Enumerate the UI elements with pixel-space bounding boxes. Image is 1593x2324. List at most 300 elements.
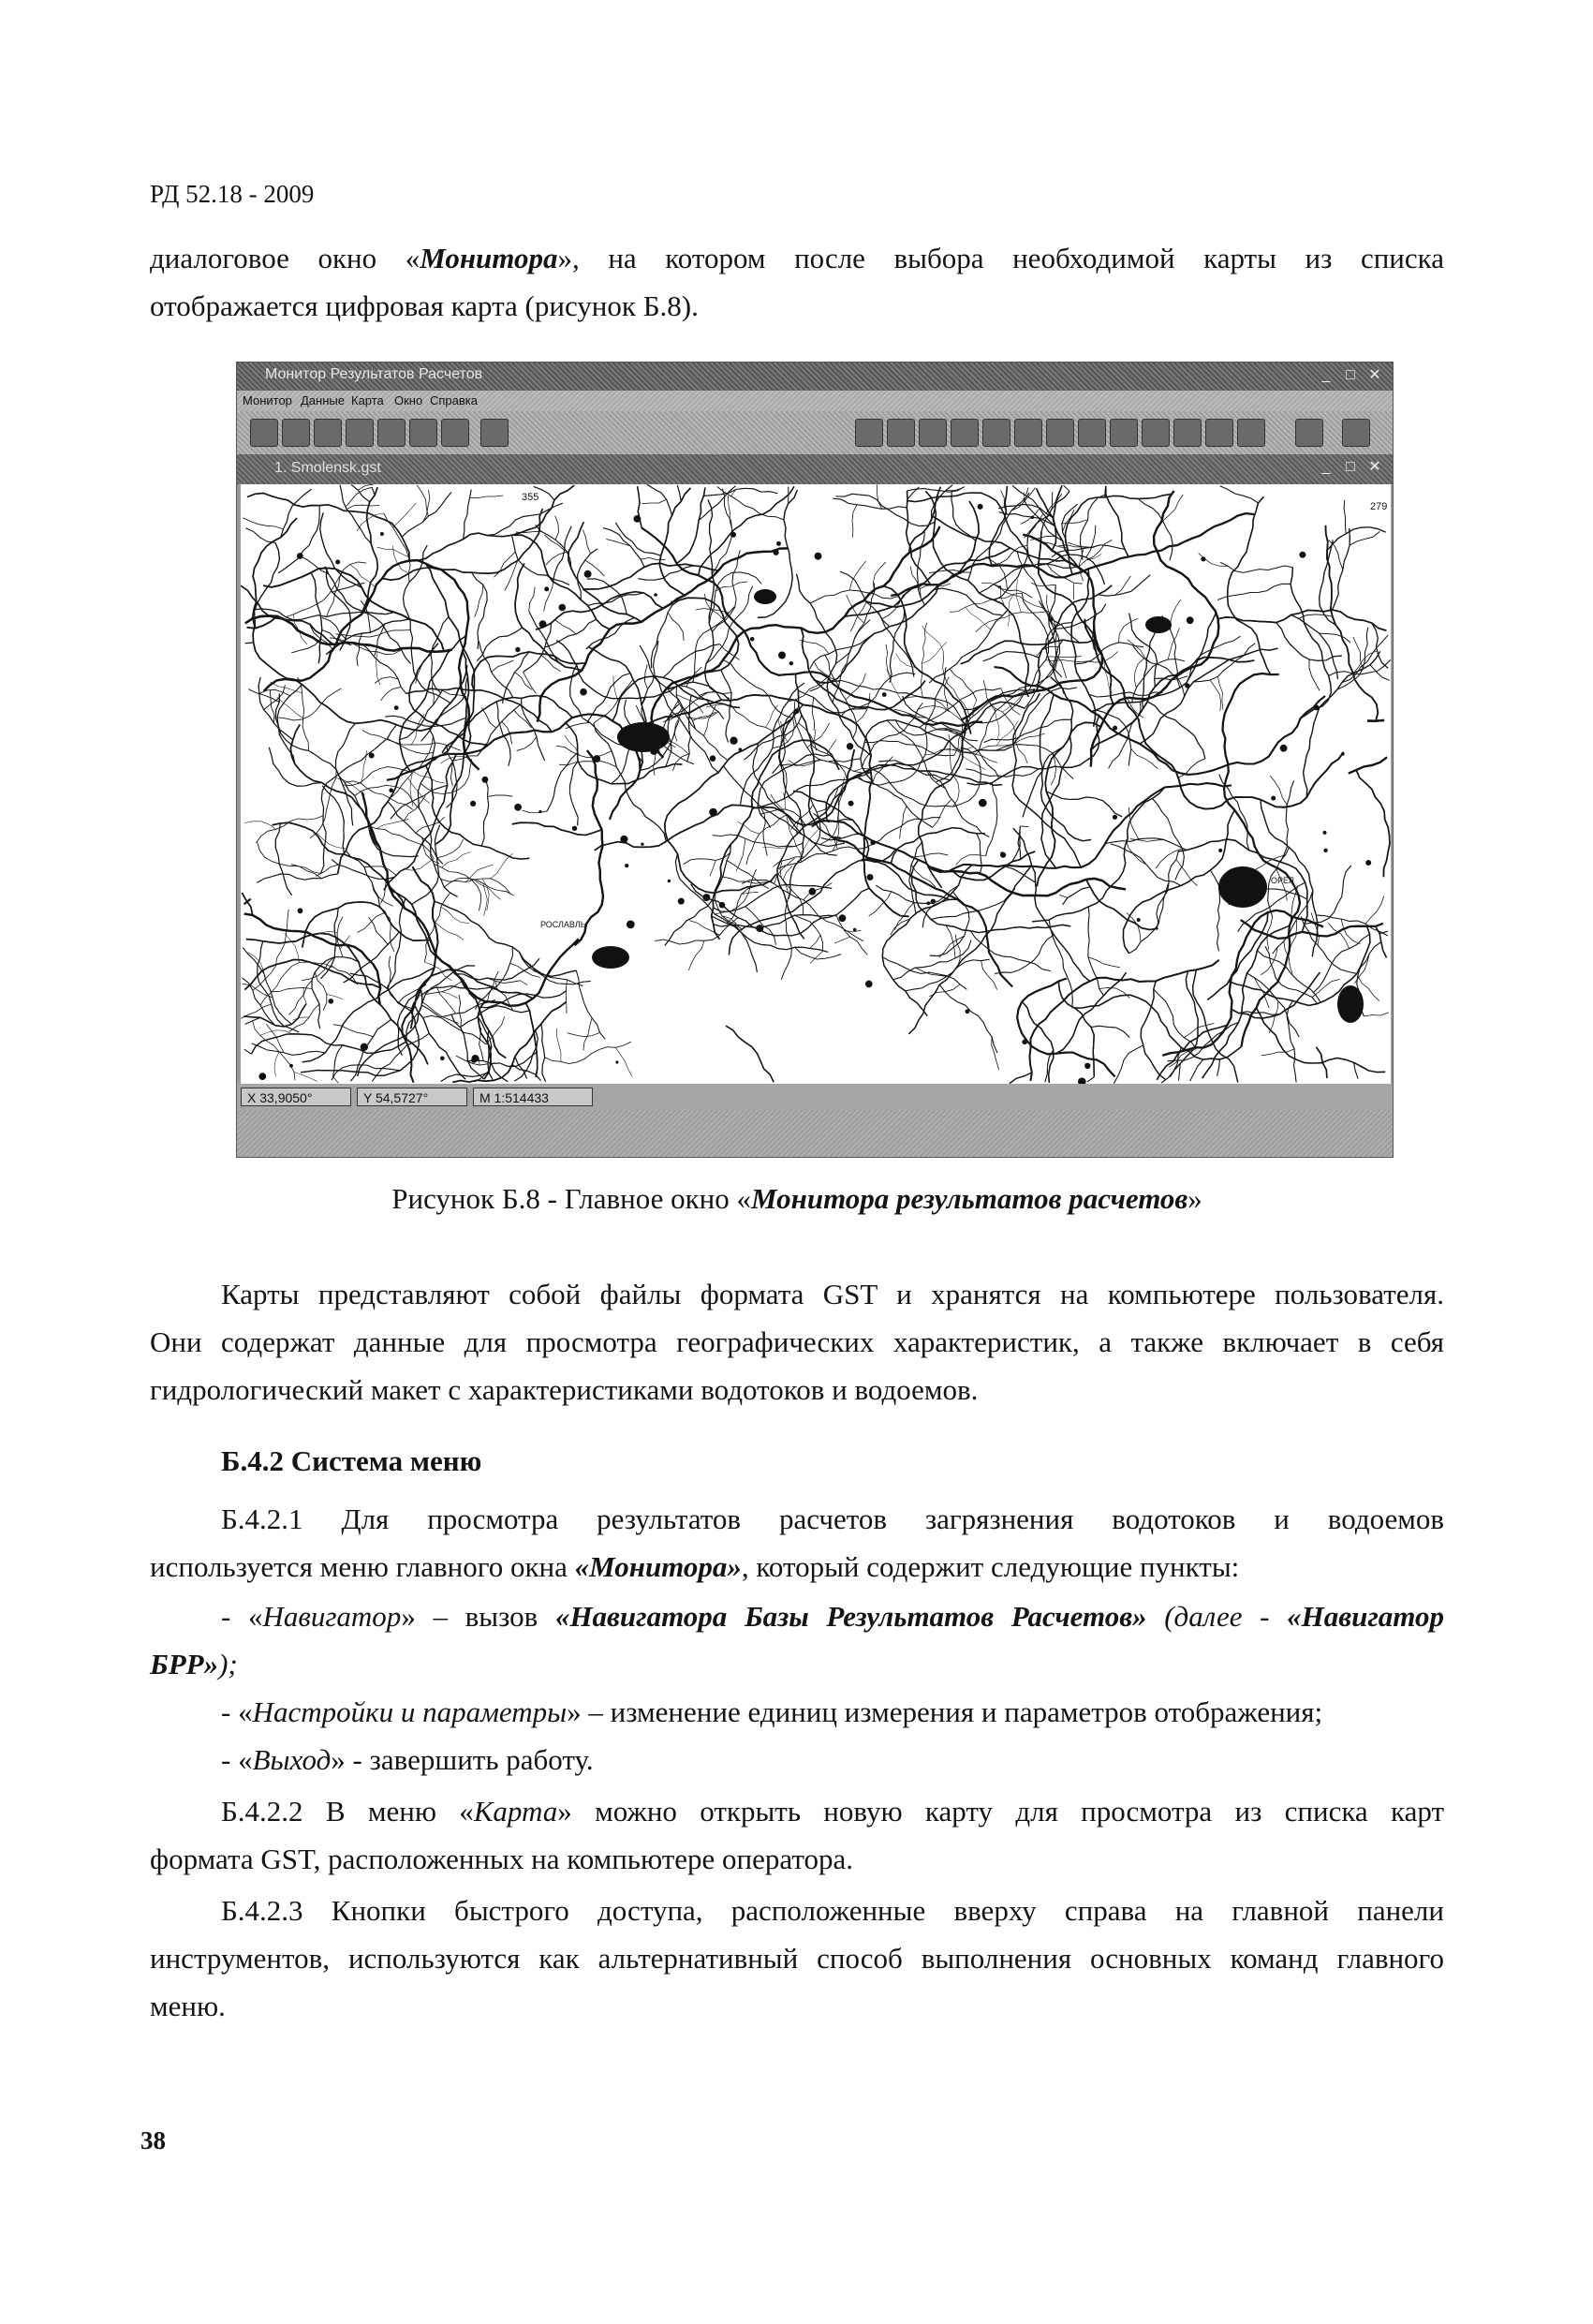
river-line [547, 753, 578, 812]
globe-icon[interactable] [855, 419, 883, 447]
settlement-dot [572, 826, 577, 831]
river-line [271, 682, 302, 693]
river-line [796, 674, 842, 838]
river-line [647, 484, 672, 515]
river-line [813, 746, 848, 779]
river-line [257, 874, 337, 882]
river-line [1261, 947, 1277, 975]
river-line [1349, 757, 1387, 773]
window-titlebar [237, 363, 1393, 391]
river-line [322, 786, 344, 854]
p423-line-2: инструментов, используются как альтернативный способ выполнения основных команд главного [150, 1942, 1444, 1975]
river-line [583, 1018, 592, 1051]
map-window-titlebar [237, 454, 1393, 484]
river-line [689, 921, 719, 936]
river-line [330, 638, 402, 655]
river-line [470, 496, 504, 498]
river-line [1129, 883, 1169, 954]
river-line [388, 987, 412, 1009]
river-line [981, 961, 997, 990]
open-icon[interactable] [250, 419, 278, 447]
river-line [1220, 486, 1259, 503]
main-toolbar [237, 411, 1393, 454]
river-line [950, 669, 977, 701]
river-line [869, 892, 892, 916]
river-line [372, 487, 375, 495]
zoom-in-icon[interactable] [951, 419, 979, 447]
river-line [810, 935, 820, 948]
river-line [745, 716, 802, 761]
river-line [1304, 651, 1380, 797]
river-line [358, 913, 385, 933]
river-line [810, 633, 875, 669]
river-line [970, 931, 1050, 971]
maximize-icon[interactable]: □ [1346, 367, 1355, 383]
river-line [1304, 651, 1380, 797]
settlement-dot [839, 914, 847, 922]
settlement-dot [1187, 616, 1194, 624]
settlement-dot [710, 755, 716, 762]
river-line [529, 587, 535, 612]
digital-map[interactable] [241, 484, 1391, 1084]
river-line [442, 696, 572, 753]
river-line [1367, 720, 1384, 721]
river-line [491, 853, 513, 879]
river-line [576, 970, 605, 1039]
river-line [836, 494, 936, 525]
bullet-settings: - «Настройки и параметры» – изменение единиц измерения и параметров отображения; [221, 1695, 1323, 1728]
settlement-dot [978, 504, 983, 510]
select-icon[interactable] [1110, 419, 1138, 447]
settlement-dot [778, 652, 786, 659]
river-line [673, 754, 690, 771]
river-line [245, 643, 254, 644]
river-line [393, 503, 417, 527]
river-line [266, 1024, 284, 1053]
river-line [642, 641, 658, 704]
river-line [381, 688, 402, 701]
river-line [442, 696, 572, 753]
river-line [638, 566, 693, 580]
river-line [1309, 659, 1320, 690]
settlement-dot [926, 901, 930, 905]
city-blob [592, 946, 629, 969]
save-icon[interactable] [314, 419, 342, 447]
pointer-icon[interactable] [1173, 419, 1202, 447]
settlement-dot [389, 788, 393, 792]
river-line [996, 708, 1000, 741]
river-line [665, 844, 730, 945]
settlement-dot [580, 688, 587, 696]
map-maximize-icon[interactable]: □ [1346, 459, 1355, 475]
settlement-dot [1049, 618, 1053, 622]
river-line [1341, 919, 1361, 944]
menu-window[interactable]: Окно [394, 393, 423, 407]
river-line [1364, 1013, 1388, 1016]
river-line [939, 984, 997, 1053]
menu-monitor[interactable]: Монитор [243, 393, 292, 407]
settlement-dot [702, 894, 710, 901]
map-minimize-icon[interactable]: _ [1321, 459, 1331, 475]
settlement-dot [335, 560, 340, 565]
river-line [525, 1003, 537, 1077]
river-line [1341, 919, 1361, 944]
river-line [1114, 1045, 1143, 1084]
river-line [893, 940, 971, 980]
river-line [995, 935, 1054, 973]
list-icon[interactable] [409, 419, 437, 447]
river-line [333, 1076, 339, 1083]
river-line [834, 937, 850, 943]
river-line [666, 598, 738, 688]
river-line [375, 624, 385, 656]
river-line [1063, 887, 1090, 905]
river-line [693, 712, 716, 720]
maps-paragraph [150, 1270, 1444, 1414]
river-line [966, 769, 1038, 777]
settlement-dot [1185, 683, 1189, 688]
river-line [302, 902, 431, 948]
river-line [1056, 972, 1127, 1054]
river-line [256, 816, 323, 843]
river-line [514, 710, 532, 728]
settlement-dot [870, 840, 876, 846]
river-line [864, 741, 954, 756]
document-code: РД 52.18 - 2009 [150, 180, 315, 208]
menu-bar [237, 391, 1393, 411]
river-line [435, 923, 464, 940]
river-line [260, 962, 332, 1005]
river-line [465, 865, 494, 882]
river-line [1088, 907, 1104, 996]
river-line [1329, 540, 1343, 570]
river-line [1353, 637, 1363, 669]
river-line [781, 761, 871, 774]
river-line [358, 988, 422, 1076]
settlement-dot [298, 908, 303, 913]
exit-icon[interactable] [1342, 419, 1370, 447]
river-line [524, 959, 591, 984]
settlement-dot [394, 705, 399, 710]
river-line [852, 505, 857, 538]
river-line [285, 933, 300, 962]
river-line [688, 940, 704, 970]
measure-icon[interactable] [1078, 419, 1106, 447]
table-icon[interactable] [1237, 419, 1265, 447]
menu-data[interactable]: Данные [301, 393, 345, 407]
menu-map[interactable]: Карта [351, 393, 384, 407]
river-line [1052, 492, 1053, 509]
river-line [882, 865, 972, 1015]
maps-line-2: Они содержат данные для просмотра географических характеристик, а также включает в себя [150, 1325, 1444, 1358]
river-line [810, 935, 820, 948]
map-window-title: 1. Smolensk.gst [274, 460, 381, 476]
river-line [975, 733, 1045, 756]
river-line [479, 641, 512, 697]
river-line [369, 826, 435, 859]
bullet-exit: - «Выход» - завершить работу. [221, 1743, 594, 1776]
river-line [740, 683, 804, 806]
river-line [627, 695, 908, 917]
settlement-dot [750, 637, 755, 642]
river-line [665, 844, 730, 945]
river-line [245, 1017, 261, 1024]
river-line [594, 680, 633, 723]
river-line [977, 834, 981, 875]
river-line [1086, 525, 1096, 557]
river-line [1046, 792, 1122, 817]
river-line [404, 859, 434, 871]
river-line [641, 557, 666, 559]
maps-line-3: гидрологический макет с характеристиками водотоков и водоемов. [150, 1373, 979, 1406]
river-line [1320, 633, 1351, 643]
river-line [388, 802, 443, 865]
river-line [642, 641, 658, 704]
p421-line-2: используется меню главного окна «Монитора», который содержит следующие пункты: [150, 1550, 1240, 1583]
river-line [488, 795, 513, 797]
river-line [312, 957, 359, 1029]
river-line [933, 800, 951, 827]
paragraph-4-2-1 [150, 1495, 1444, 1591]
river-line [1365, 896, 1384, 925]
river-line [907, 487, 965, 493]
river-line [333, 1045, 343, 1077]
river-line [545, 619, 596, 647]
river-line [727, 886, 757, 924]
river-line [688, 940, 704, 970]
river-line [1088, 907, 1104, 996]
p423-line-3: меню. [150, 1990, 226, 2022]
river-line [1030, 960, 1219, 1081]
settlement-dot [615, 1060, 618, 1063]
river-line [569, 762, 578, 826]
settlement-dot [966, 1009, 970, 1014]
river-line [642, 499, 667, 503]
river-line [845, 930, 862, 932]
print-icon[interactable] [346, 419, 374, 447]
river-line [891, 828, 985, 864]
paragraph-4-2-3 [150, 1887, 1444, 2030]
river-network-map [241, 484, 1391, 1084]
river-line [1128, 640, 1151, 663]
settlement-dot [1271, 796, 1276, 801]
settlement-dot [620, 836, 627, 843]
river-line [442, 992, 458, 999]
settlement-dot [719, 902, 726, 909]
river-line [1041, 677, 1073, 868]
river-line [1062, 520, 1087, 524]
river-line [1055, 604, 1106, 629]
river-line [422, 1002, 458, 1024]
river-line [1291, 614, 1338, 679]
river-line [1071, 569, 1095, 726]
settlement-dot [1022, 1040, 1027, 1045]
river-line [1327, 527, 1386, 551]
settlement-dot [979, 799, 987, 807]
river-line [1179, 1064, 1181, 1081]
river-line [1350, 531, 1379, 545]
settlement-dot [789, 661, 793, 665]
settlement-dot [776, 541, 781, 546]
river-line [651, 600, 679, 669]
river-line [253, 518, 467, 731]
settlement-dot [756, 925, 763, 932]
river-line [478, 1016, 508, 1082]
river-line [444, 878, 513, 896]
settlement-dot [1365, 860, 1371, 866]
river-line [524, 959, 591, 984]
river-line [726, 1026, 774, 1082]
settlement-dot [544, 586, 549, 591]
river-line [351, 485, 370, 502]
paragraph-4-2-2 [150, 1787, 1444, 1883]
river-line [478, 1016, 508, 1082]
river-line [703, 488, 777, 496]
settlement-dot [515, 647, 520, 652]
settlement-dot [470, 801, 476, 807]
river-line [244, 1049, 251, 1054]
river-line [400, 636, 466, 772]
river-line [906, 959, 990, 991]
river-line [517, 736, 537, 750]
settlement-dot [297, 553, 303, 559]
river-line [472, 572, 488, 649]
settlement-dot [931, 899, 937, 905]
layers-icon[interactable] [441, 419, 469, 447]
river-line [922, 623, 927, 698]
river-line [475, 585, 483, 617]
info-icon[interactable] [1046, 419, 1074, 447]
river-line [1063, 510, 1074, 532]
river-line [524, 623, 552, 672]
river-line [1030, 960, 1219, 1081]
river-line [281, 489, 312, 537]
settlement-dot [625, 864, 628, 867]
settlement-dot [1341, 752, 1345, 756]
settlement-dot [539, 620, 547, 628]
map-close-icon[interactable]: ✕ [1368, 459, 1381, 475]
river-line [1356, 770, 1390, 877]
settlement-dot [433, 757, 436, 761]
river-line [426, 765, 530, 859]
river-line [1176, 860, 1198, 886]
river-line [813, 697, 815, 731]
pan-icon[interactable] [1014, 419, 1042, 447]
minimize-icon[interactable]: _ [1321, 367, 1331, 383]
river-line [729, 850, 895, 955]
river-line [781, 761, 871, 774]
river-line [512, 822, 602, 835]
river-line [831, 836, 1012, 986]
river-line [381, 688, 402, 701]
river-line [736, 838, 745, 870]
river-line [479, 991, 567, 1008]
river-line [981, 961, 997, 990]
river-line [864, 741, 954, 756]
river-line [1114, 1045, 1143, 1084]
settlement-dot [369, 753, 375, 759]
settlement-dot [634, 515, 642, 523]
edit-icon[interactable] [1295, 419, 1323, 447]
river-line [337, 917, 343, 957]
river-line [729, 850, 895, 955]
close-icon[interactable]: ✕ [1368, 367, 1381, 383]
river-line [1020, 826, 1028, 827]
maps-line-1: Карты представляют собой файлы формата GST и хранятся на компьютере пользователя. [221, 1278, 1444, 1310]
river-line [995, 935, 1054, 973]
river-line [521, 981, 528, 985]
river-line [555, 620, 576, 634]
settlement-dot [882, 692, 887, 697]
river-line [831, 836, 1012, 986]
river-line [907, 491, 931, 585]
menu-help[interactable]: Справка [430, 393, 478, 407]
book-icon[interactable] [377, 419, 406, 447]
settlement-dot [559, 604, 567, 612]
city-blob [1145, 616, 1172, 633]
intro-paragraph [150, 234, 1444, 330]
river-line [930, 892, 969, 956]
zoom-out-icon[interactable] [982, 419, 1010, 447]
refresh-icon[interactable] [282, 419, 310, 447]
settlement-dot [815, 553, 822, 560]
map-label-roslavl: РОСЛАВЛЬ [540, 920, 586, 929]
river-line [515, 673, 533, 690]
p422-line-1: Б.4.2.2 В меню «Карта» можно открыть новую карту для просмотра из списка карт [221, 1795, 1444, 1828]
river-line [882, 957, 966, 990]
river-line [1333, 528, 1350, 610]
settlement-dot [730, 532, 736, 538]
river-line [1190, 1059, 1203, 1081]
settlement-dot [774, 550, 779, 555]
river-line [970, 931, 1050, 971]
river-line [663, 644, 719, 678]
river-line [659, 488, 690, 596]
circle-icon[interactable] [919, 419, 947, 447]
river-line [1091, 1026, 1129, 1037]
river-line [437, 839, 464, 858]
river-line [452, 1002, 566, 1083]
status-y-coordinate: Y 54,5727° [357, 1088, 467, 1106]
river-line [302, 968, 435, 1062]
layers-toggle-icon[interactable] [887, 419, 915, 447]
grid-icon[interactable] [1205, 419, 1233, 447]
river-line [709, 572, 761, 624]
river-line [361, 487, 377, 614]
river-line [1133, 645, 1185, 696]
settlement-dot [867, 874, 874, 881]
river-line [1080, 540, 1113, 566]
river-line [481, 780, 489, 846]
river-line [364, 866, 396, 875]
window-icon[interactable] [480, 419, 509, 447]
river-line [346, 487, 372, 507]
river-line [655, 918, 738, 944]
river-line [882, 865, 972, 1015]
river-line [1060, 895, 1068, 897]
river-line [1017, 979, 1115, 1077]
river-line [891, 914, 916, 935]
river-line [556, 746, 612, 757]
menu-items-list [150, 1592, 1444, 1784]
river-line [736, 838, 745, 870]
find-icon[interactable] [1142, 419, 1170, 447]
river-line [934, 588, 1002, 615]
river-line [836, 494, 936, 525]
river-line [950, 593, 1022, 612]
river-line [242, 893, 252, 915]
river-line [930, 892, 969, 956]
